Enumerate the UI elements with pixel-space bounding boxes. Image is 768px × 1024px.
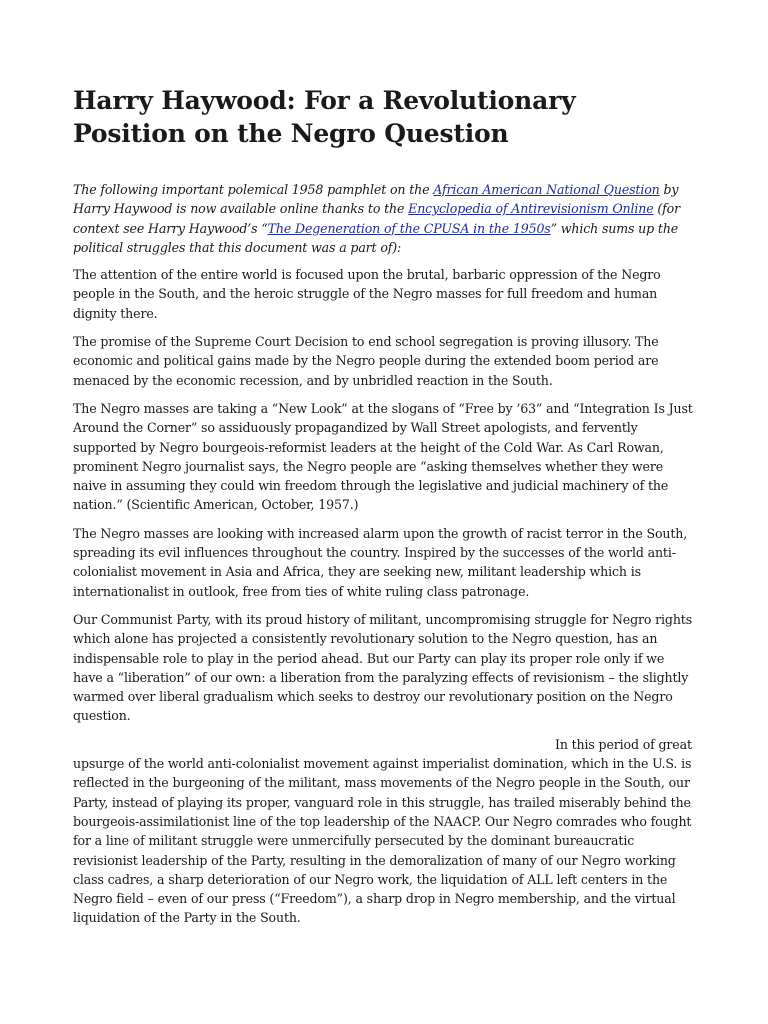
body-paragraph-5: Our Communist Party, with its proud history of militant, uncompromising struggle for Negro rights which alone has projected a consistently revolutionary solution to the Negro question, has an indispensable role to play in the period ahead. But our Party can play its proper role only if we have a “liberation” of our own: a liberation from the paralyzing effects of revisionism – the slightly warmed over liberal gradualism which seeks to destroy our revolutionary position on the Negro question. [73,611,693,724]
african-american-national-question-link[interactable]: African American National Question [433,182,660,197]
document-page [73,84,695,937]
body-paragraph-6-text: In this period of great upsurge of the world anti-colonialist movement against imperialist domination, which in the U.S. is reflected in the burgeoning of the militant, mass movements of the Negro people in the South, our Party, instead of playing its proper, vanguard role in this struggle, has trailed miserably behind the bourgeois-assimilationist line of the top leadership of the NAACP. Our Negro comrades who fought for a line of militant struggle were unmercifully persecuted by the dominant bureaucratic revisionist leadership of the Party, resulting in the demoralization of many of our Negro working class cadres, a sharp deterioration of our Negro work, the liquidation of ALL left centers in the Negro field – even of our press (“Freedom”), a sharp drop in Negro membership, and the virtual liquidation of the Party in the South. [73,736,692,926]
intro-paragraph [73,180,695,257]
degeneration-of-cpusa-link[interactable]: The Degeneration of the CPUSA in the 1950s [267,220,551,236]
intro-text-3: (for context see Harry Haywood’s “ [73,201,680,236]
body-paragraph-3: The Negro masses are taking a “New Look” at the slogans of “Free by ’63” and “Integration Is Just Around the Corner” so assiduously propagandized by Wall Street apologists, and fervently supported by Negro bourgeois-reformist leaders at the height of the Cold War. As Carl Rowan, prominent Negro journalist says, the Negro people are “asking themselves whether they were naive in assuming they could win freedom through the legislative and judicial machinery of the nation.” (Scientific American, October, 1957.) [73,400,693,513]
intro-text-2: by Harry Haywood is now available online thanks to the [73,182,679,217]
intro-text-4: ” which sums up the political struggles that this document was a part of): [73,220,679,255]
body-paragraph-4: The Negro masses are looking with increased alarm upon the growth of racist terror in the South, spreading its evil influences throughout the country. Inspired by the successes of the world anti-colonialist movement in Asia and Africa, they are seeking new, militant leadership which is internationalist in outlook, free from ties of white ruling class patronage. [73,525,688,599]
body-paragraph-6 [73,735,695,928]
encyclopedia-of-antirevisionism-link[interactable]: Encyclopedia of Antirevisionism Online [408,201,654,217]
intro-text-1: The following important polemical 1958 pamphlet on the [73,182,434,197]
document-title: Harry Haywood: For a Revolutionary Position on the Negro Question [73,86,576,148]
body-paragraph-1: The attention of the entire world is focused upon the brutal, barbaric oppression of the Negro people in the South, and the heroic struggle of the Negro masses for full freedom and human dignity there. [73,267,661,321]
body-paragraph-2: The promise of the Supreme Court Decision to end school segregation is proving illusory. The economic and political gains made by the Negro people during the extended boom period are menaced by the economic recession, and by unbridled reaction in the South. [73,334,659,388]
